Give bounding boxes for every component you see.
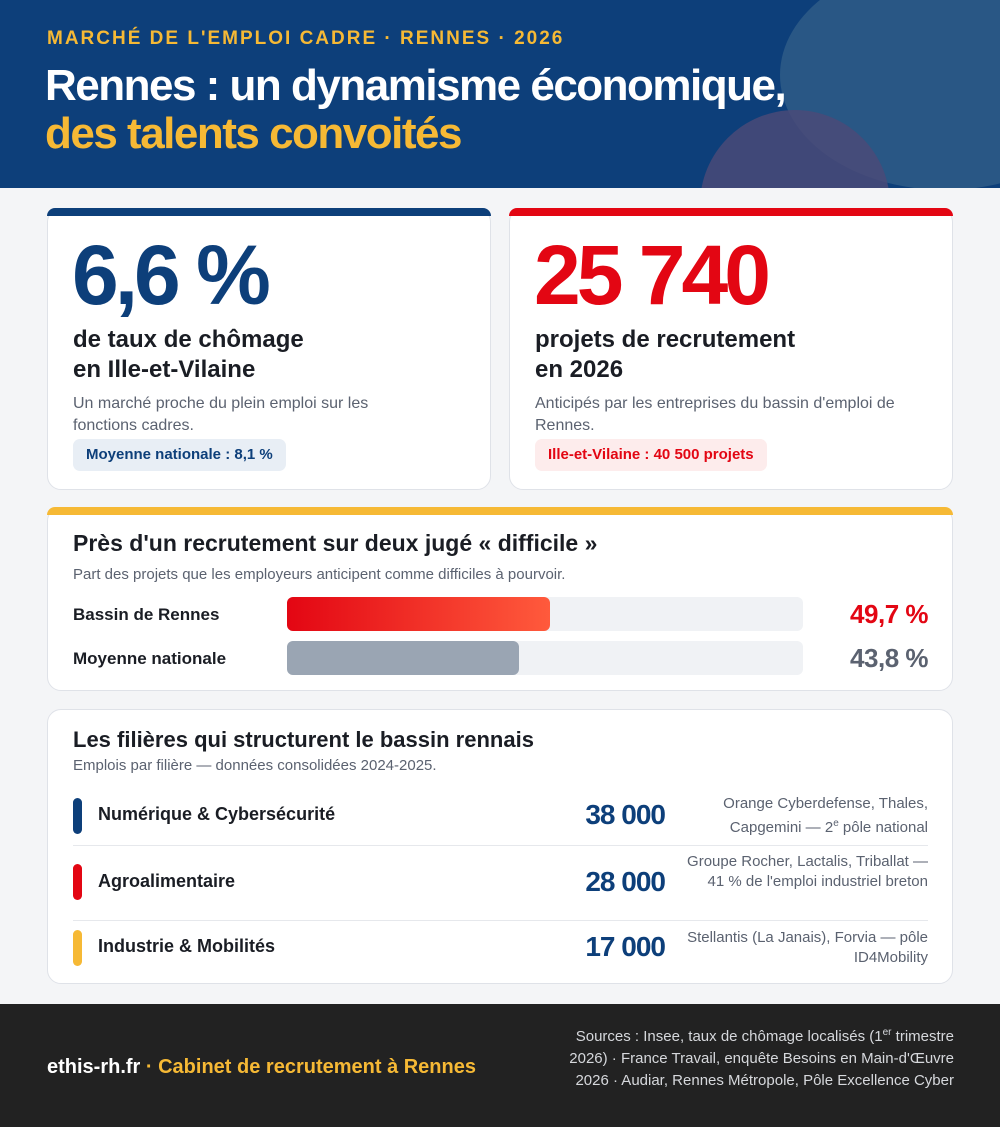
sector-name: Industrie & Mobilités (98, 936, 276, 956)
bar-label-rennes: Bassin de Rennes (73, 605, 220, 624)
national-average-chip: Moyenne nationale : 8,1 % (73, 439, 286, 471)
brand-tagline: · Cabinet de recrutement à Rennes (140, 1056, 476, 1078)
bar-track-national (287, 641, 803, 675)
unemployment-description: Un marché proche du plein emploi sur les fonctions cadres. (73, 395, 369, 434)
recruitment-value: 25 740 (534, 228, 767, 322)
recruitment-description: Anticipés par les entreprises du bassin d'emploi de Rennes. (535, 395, 895, 434)
bar-value-national: 43,8 % (850, 643, 928, 673)
sectors-subtitle: Emplois par filière — données consolidées 2024-2025. (73, 757, 437, 774)
sector-row-industry (73, 928, 928, 976)
sector-note: Groupe Rocher, Lactalis, Triballat — 41 % de l'emploi industriel breton (687, 853, 928, 890)
unemployment-subtitle-line1: de taux de chômage (73, 326, 304, 353)
sector-name: Numérique & Cybersécurité (98, 804, 336, 824)
row-divider (73, 845, 928, 846)
card-accent-bar (47, 208, 491, 216)
sector-value: 28 000 (585, 866, 665, 897)
recruitment-subtitle (535, 325, 795, 385)
bar-label-national: Moyenne nationale (73, 649, 227, 668)
sector-marker (73, 798, 82, 834)
card-accent-bar (509, 208, 953, 216)
sectors-card (47, 709, 953, 984)
sector-note-text: Orange Cyberdefense, Thales, Capgemini — 2 (723, 795, 928, 836)
sector-row-digital (73, 794, 928, 844)
bar-fill-rennes (287, 597, 550, 631)
unemployment-subtitle-line2: en Ille-et-Vilaine (73, 356, 256, 383)
brand-link[interactable]: ethis-rh.fr (47, 1056, 141, 1078)
recruitment-subtitle-line2: en 2026 (535, 356, 624, 383)
sector-value: 17 000 (585, 931, 665, 962)
department-chip: Ille-et-Vilaine : 40 500 projets (535, 439, 767, 471)
header-banner (0, 0, 1000, 188)
sector-name: Agroalimentaire (98, 871, 236, 891)
difficulty-card (47, 507, 953, 691)
sector-note: Stellantis (La Janais), Forvia — pôle ID4Mobility (687, 929, 928, 966)
sources-text: Sources : Insee, taux de chômage localisés (1 (575, 1028, 883, 1045)
footer-brand (47, 1056, 476, 1079)
recruitment-subtitle-line1: projets de recrutement (535, 326, 796, 353)
bar-fill-national (287, 641, 519, 675)
footer (0, 1004, 1000, 1127)
row-divider (73, 920, 928, 921)
sector-marker (73, 930, 82, 966)
card-accent-bar (47, 507, 953, 515)
bar-value-rennes: 49,7 % (850, 599, 928, 629)
difficulty-subtitle: Part des projets que les employeurs anticipent comme difficiles à pourvoir. (73, 566, 566, 583)
sources-sup: er (882, 1027, 892, 1038)
difficulty-title: Près d'un recrutement sur deux jugé « difficile » (73, 530, 598, 556)
sector-marker (73, 864, 82, 900)
sector-note (678, 794, 928, 838)
sectors-title: Les filières qui structurent le bassin rennais (73, 727, 534, 752)
sector-value: 38 000 (585, 799, 665, 830)
sector-note-sup: e (833, 818, 839, 829)
unemployment-subtitle (73, 325, 304, 385)
sector-row-agrifood (73, 852, 928, 918)
bar-track-rennes (287, 597, 803, 631)
sector-note-text-end: pôle national (838, 819, 928, 836)
sources-text-end: trimestre 2026) · France Travail, enquête Besoins en Main-d'Œuvre 2026 · Audiar, Rennes Métropole, Pôle Excellence Cyber (569, 1028, 954, 1089)
page-title-line2: des talents convoités (45, 109, 461, 158)
page-title (45, 62, 785, 158)
header-kicker: MARCHÉ DE L'EMPLOI CADRE · RENNES · 2026 (47, 28, 565, 49)
recruitment-card (509, 208, 953, 490)
footer-sources (564, 1022, 954, 1092)
page-title-line1: Rennes : un dynamisme économique, (45, 61, 786, 110)
unemployment-value: 6,6 % (72, 228, 267, 322)
unemployment-card (47, 208, 491, 490)
